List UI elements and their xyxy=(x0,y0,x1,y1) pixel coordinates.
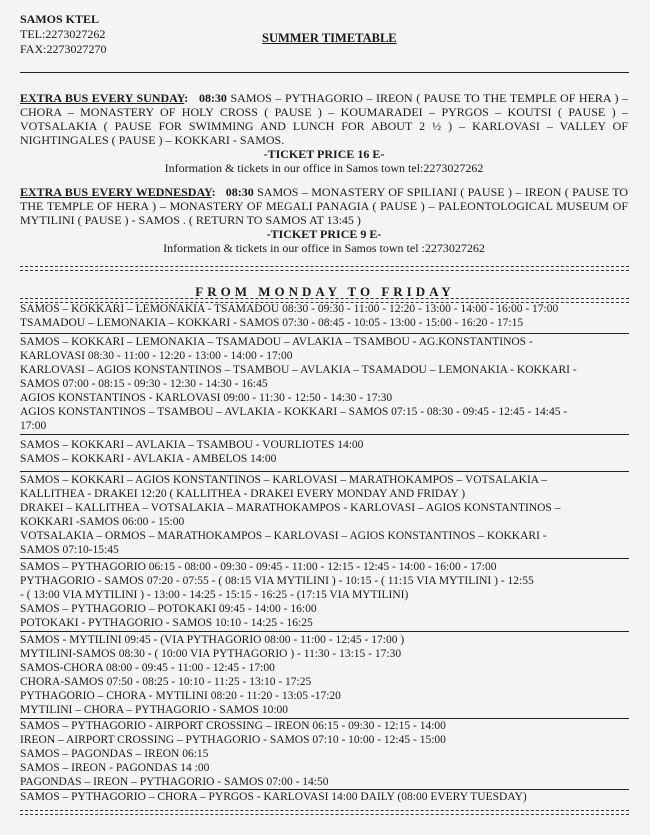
wednesday-label: EXTRA BUS EVERY WEDNESDAY xyxy=(20,185,212,199)
schedule-line: SAMOS – PAGONDAS – IREON 06:15 xyxy=(20,748,209,760)
schedule-line: - ( 13:00 VIA MYTILINI ) - 13:00 - 14:25 - 15:15 - 16:25 - (17:15 VIA MYTILINI) xyxy=(20,589,409,601)
schedule-line: KALLITHEA - DRAKEI 12:20 ( KALLITHEA - DRAKEI EVERY MONDAY AND FRIDAY ) xyxy=(20,488,466,500)
sunday-price: -TICKET PRICE 16 E- xyxy=(263,147,385,161)
schedule-line: SAMOS – PYTHAGORIO - AIRPORT CROSSING – IREON 06:15 - 09:30 - 12:15 - 14:00 xyxy=(20,720,446,732)
schedule-line: SAMOS - MYTILINI 09:45 - (VIA PYTHAGORIO 08:00 - 11:00 - 12:45 - 17:00 ) xyxy=(20,634,405,646)
double-divider xyxy=(20,266,629,271)
schedule-line: SAMOS – IREON - PAGONDAS 14 :00 xyxy=(20,762,210,774)
page-title: SUMMER TIMETABLE xyxy=(262,31,397,45)
schedule-block-6 xyxy=(20,633,632,717)
schedule-block-5 xyxy=(20,560,632,630)
divider xyxy=(20,631,629,632)
schedule-block-2 xyxy=(20,335,632,433)
wednesday-price: -TICKET PRICE 9 E- xyxy=(266,227,382,241)
company-name: SAMOS KTEL xyxy=(20,12,100,26)
schedule-line: SAMOS – KOKKARI – LEMONAKIA - TSAMADOU 08:30 - 09:30 - 11:00 - 12:20 - 13:00 - 14:00 - 16:00 - 17:00 xyxy=(20,303,559,315)
schedule-line: CHORA-SAMOS 07:50 - 08:25 - 10:10 - 11:25 - 13:10 - 17:25 xyxy=(20,676,312,688)
schedule-line: SAMOS – PYTHAGORIO – CHORA – PYRGOS - KARLOVASI 14:00 DAILY (08:00 EVERY TUESDAY) xyxy=(20,791,527,803)
sunday-time: 08:30 xyxy=(198,91,227,105)
weekday-section-title: FROM MONDAY TO FRIDAY xyxy=(195,284,455,299)
sunday-info: Information & tickets in our office in Samos town tel:2273027262 xyxy=(164,161,484,175)
schedule-line: PYTHAGORIO - SAMOS 07:20 - 07:55 - ( 08:15 VIA MYTILINI ) - 10:15 - ( 11:15 VIA MYTILINI ) - 12:55 xyxy=(20,575,534,587)
schedule-line: PAGONDAS – IREON – PYTHAGORIO - SAMOS 07:00 - 14:50 xyxy=(20,776,329,788)
schedule-line: SAMOS – KOKKARI – LEMONAKIA – TSAMADOU – AVLAKIA – TSAMBOU - AG.KONSTANTINOS - xyxy=(20,336,533,348)
wednesday-route: SAMOS – MONASTERY OF SPILIANI ( PAUSE ) – IREON ( PAUSE TO THE TEMPLE OF HERA ) – MONASTERY OF MEGALI PANAGIA ( PAUSE ) – PALEONTOLOGICAL MUSEUM OF MYTILINI ( PAUSE ) - SAMOS . ( RETURN TO SAMOS AT 13:45 ) xyxy=(20,185,629,227)
schedule-line: DRAKEI – KALLITHEA – VOTSALAKIA – MARATHOKAMPOS - KARLOVASI – AGIOS KONSTANTINOS – xyxy=(20,502,561,514)
wednesday-info: Information & tickets in our office in Samos town tel :2273027262 xyxy=(163,241,485,255)
company-contact xyxy=(20,12,106,57)
schedule-line: PYTHAGORIO – CHORA - MYTILINI 08:20 - 11:20 - 13:05 -17:20 xyxy=(20,690,341,702)
divider xyxy=(20,333,629,334)
schedule-line: KARLOVASI – AGIOS KONSTANTINOS – TSAMBOU – AVLAKIA – TSAMADOU – LEMONAKIA - KOKKARI - xyxy=(20,364,577,376)
wednesday-extra-section: EXTRA BUS EVERY WEDNESDAY: 08:30 SAMOS – MONASTERY OF SPILIANI ( PAUSE ) – IREON ( PAUSE TO THE TEMPLE OF HERA ) – MONASTERY OF MEGALI PANAGIA ( PAUSE ) – PALEONTOLOGICAL MUSEUM OF MYTILINI ( PAUSE ) - SAMOS . ( RETURN TO SAMOS AT 13:45 ) -TICKET PRICE 9 E- Information & tickets in our office in Samos town tel :2273027262 xyxy=(20,185,629,255)
divider xyxy=(20,558,629,559)
schedule-line: SAMOS – KOKKARI - AVLAKIA - AMBELOS 14:00 xyxy=(20,453,277,465)
schedule-block-1 xyxy=(20,302,632,330)
schedule-line: KOKKARI -SAMOS 06:00 - 15:00 xyxy=(20,516,185,528)
double-divider xyxy=(20,810,629,815)
schedule-line: POTOKAKI - PYTHAGORIO - SAMOS 10:10 - 14:25 - 16:25 xyxy=(20,617,313,629)
schedule-block-4 xyxy=(20,473,632,557)
schedule-line: KARLOVASI 08:30 - 11:00 - 12:20 - 13:00 - 14:00 - 17:00 xyxy=(20,350,293,362)
company-tel: TEL:2273027262 xyxy=(20,27,106,41)
sunday-extra-section: EXTRA BUS EVERY SUNDAY: 08:30 SAMOS – PYTHAGORIO – IREON ( PAUSE TO THE TEMPLE OF HERA ) – CHORA – MONASTERY OF HOLY CROSS ( PAUSE ) – KOUMARADEI – PYRGOS – KOUTSI ( PAUSE ) – VOTSALAKIA ( PAUSE FOR SWIMMING AND LUNCH FOR ABOUT 2 ½ ) – KARLOVASI – VALLEY OF NIGHTINGALES ( PAUSE ) – KOKKARI - SAMOS. -TICKET PRICE 16 E- Information & tickets in our office in Samos town tel:2273027262 xyxy=(20,91,629,175)
schedule-line: 17:00 xyxy=(20,420,47,432)
schedule-line: SAMOS – PYTHAGORIO – POTOKAKI 09:45 - 14:00 - 16:00 xyxy=(20,603,317,615)
schedule-line: TSAMADOU – LEMONAKIA – KOKKARI - SAMOS 07:30 - 08:45 - 10:05 - 13:00 - 15:00 - 16:20 - 17:15 xyxy=(20,317,524,329)
schedule-block-3 xyxy=(20,438,632,466)
company-fax: FAX:2273027270 xyxy=(20,42,107,56)
divider xyxy=(20,471,629,472)
schedule-line: IREON – AIRPORT CROSSING – PYTHAGORIO - SAMOS 07:10 - 10:00 - 12:45 - 15:00 xyxy=(20,734,446,746)
schedule-line: AGIOS KONSTANTINOS - KARLOVASI 09:00 - 11:30 - 12:50 - 14:30 - 17:30 xyxy=(20,392,393,404)
schedule-line: SAMOS – KOKKARI – AGIOS KONSTANTINOS – KARLOVASI – MARATHOKAMPOS – VOTSALAKIA – xyxy=(20,474,548,486)
schedule-line: SAMOS-CHORA 08:00 - 09:45 - 11:00 - 12:45 - 17:00 xyxy=(20,662,275,674)
sunday-route: SAMOS – PYTHAGORIO – IREON ( PAUSE TO THE TEMPLE OF HERA ) – CHORA – MONASTERY OF HOLY CROSS ( PAUSE ) – KOUMARADEI – PYRGOS – KOUTSI ( PAUSE ) – VOTSALAKIA ( PAUSE FOR SWIMMING AND LUNCH FOR ABOUT 2 ½ ) – KARLOVASI – VALLEY OF NIGHTINGALES ( PAUSE ) – KOKKARI - SAMOS. xyxy=(20,91,629,147)
wednesday-time: 08:30 xyxy=(225,185,254,199)
schedule-line: MYTILINI – CHORA – PYTHAGORIO - SAMOS 10:00 xyxy=(20,704,289,716)
schedule-line: AGIOS KONSTANTINOS – TSAMBOU – AVLAKIA - KOKKARI – SAMOS 07:15 - 08:30 - 09:45 - 12:45 - 14:45 - xyxy=(20,406,568,418)
schedule-line: VOTSALAKIA – ORMOS – MARATHOKAMPOS – KARLOVASI – AGIOS KONSTANTINOS – KOKKARI - xyxy=(20,530,547,542)
schedule-line: SAMOS – PYTHAGORIO 06:15 - 08:00 - 09:30 - 09:45 - 11:00 - 12:15 - 12:45 - 14:00 - 16:00 - 17:00 xyxy=(20,561,497,573)
schedule-block-8 xyxy=(20,790,632,804)
schedule-line: MYTILINI-SAMOS 08:30 - ( 10:00 VIA PYTHAGORIO ) - 11:30 - 13:15 - 17:30 xyxy=(20,648,402,660)
divider xyxy=(20,72,629,73)
divider xyxy=(20,434,629,435)
sunday-label: EXTRA BUS EVERY SUNDAY xyxy=(20,91,185,105)
schedule-line: SAMOS 07:00 - 08:15 - 09:30 - 12:30 - 14:30 - 16:45 xyxy=(20,378,268,390)
schedule-line: SAMOS 07:10-15:45 xyxy=(20,544,119,556)
schedule-line: SAMOS – KOKKARI – AVLAKIA – TSAMBOU - VOURLIOTES 14:00 xyxy=(20,439,364,451)
schedule-block-7 xyxy=(20,719,632,789)
